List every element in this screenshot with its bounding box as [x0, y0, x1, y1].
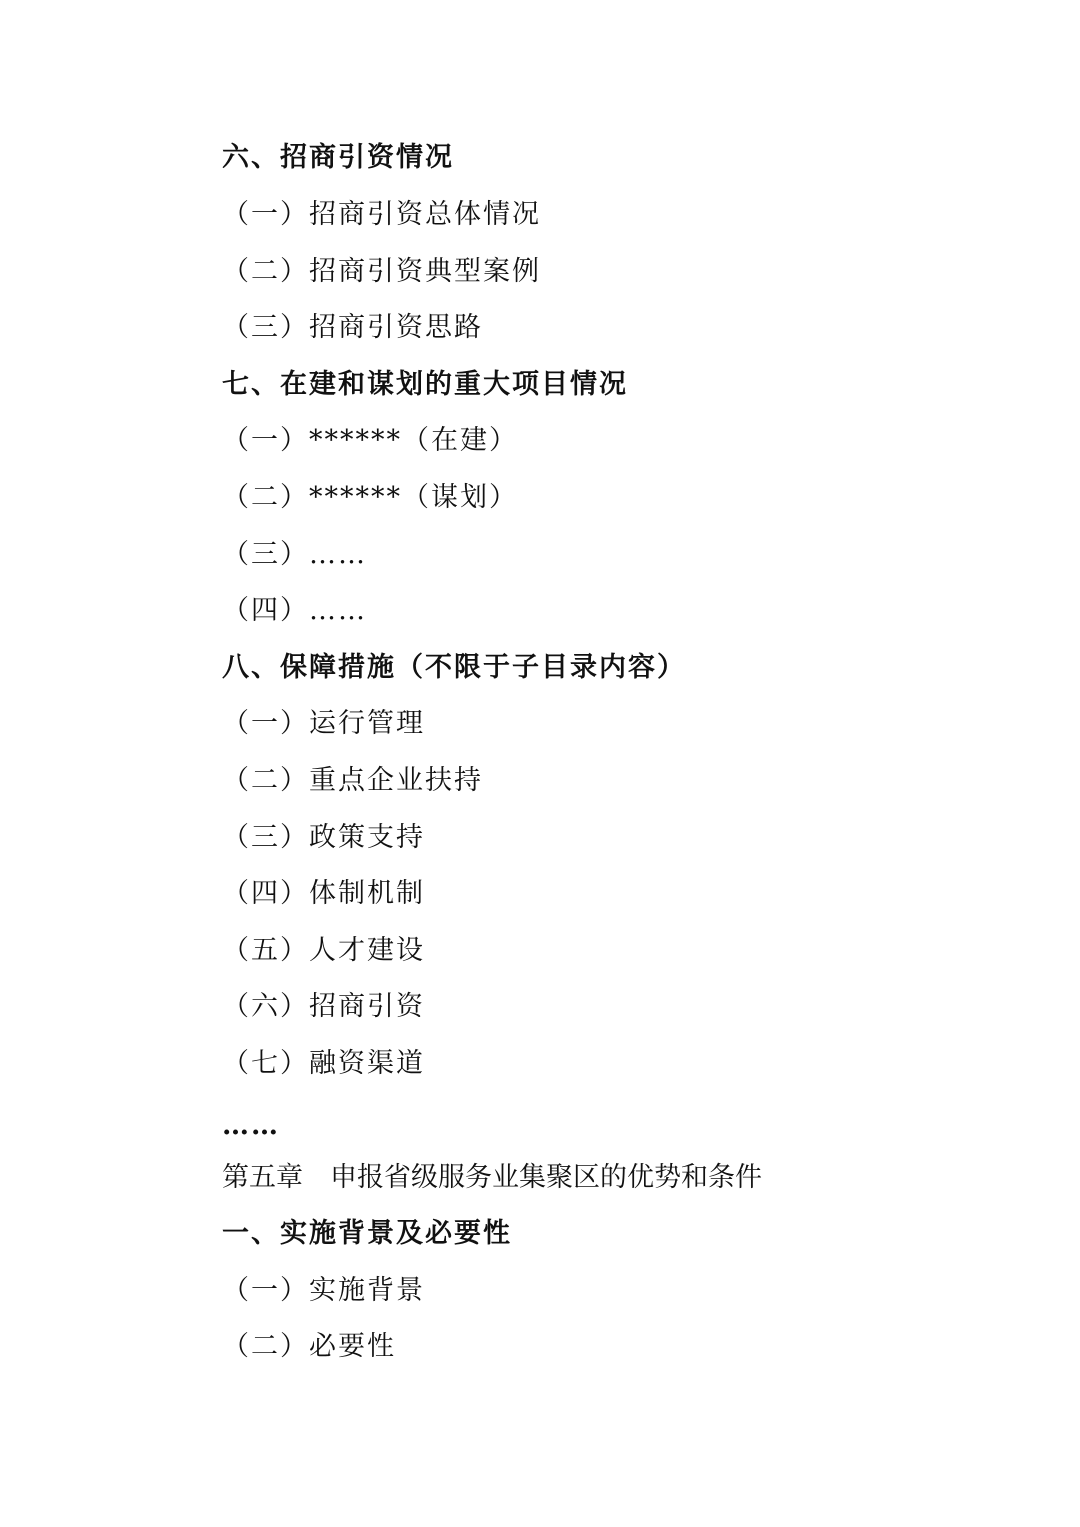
subsection-8-2: （二）重点企业扶持 — [222, 765, 483, 796]
subsection-8-4: （四）体制机制 — [222, 878, 425, 909]
subsection-6-2: （二）招商引资典型案例 — [222, 256, 541, 287]
subsection-8-1: （一）运行管理 — [222, 708, 425, 739]
section-heading-6: 六、招商引资情况 — [222, 142, 454, 173]
subsection-5-1-2: （二）必要性 — [222, 1331, 396, 1362]
section-heading-8: 八、保障措施（不限于子目录内容） — [222, 652, 686, 683]
subsection-7-1: （一）******（在建） — [222, 425, 518, 456]
subsection-7-3: （三）…… — [222, 539, 367, 570]
chapter-heading-5: 第五章 申报省级服务业集聚区的优势和条件 — [222, 1162, 762, 1193]
subsection-8-3: （三）政策支持 — [222, 822, 425, 853]
ellipsis-line: …… — [222, 1110, 280, 1141]
section-heading-7: 七、在建和谋划的重大项目情况 — [222, 369, 628, 400]
subsection-7-2: （二）******（谋划） — [222, 482, 518, 513]
subsection-8-5: （五）人才建设 — [222, 935, 425, 966]
subsection-7-4: （四）…… — [222, 595, 367, 626]
subsection-8-6: （六）招商引资 — [222, 991, 425, 1022]
section-heading-5-1: 一、实施背景及必要性 — [222, 1218, 512, 1249]
subsection-5-1-1: （一）实施背景 — [222, 1275, 425, 1306]
subsection-8-7: （七）融资渠道 — [222, 1048, 425, 1079]
subsection-6-3: （三）招商引资思路 — [222, 312, 483, 343]
subsection-6-1: （一）招商引资总体情况 — [222, 199, 541, 230]
